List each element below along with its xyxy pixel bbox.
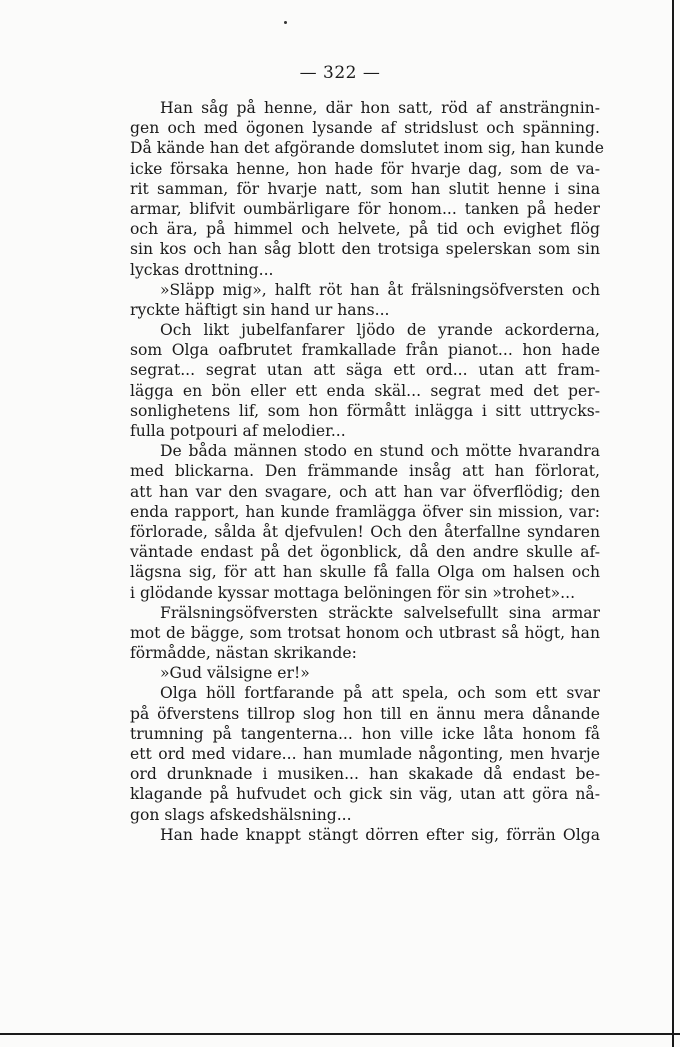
text-line: förmådde, nästan skrikande:	[130, 644, 357, 663]
text-line: ett ord med vidare... han mumlade någonting, men hvarje	[130, 745, 600, 763]
text-line: enda rapport, han kunde framlägga öfver sin mission, var:	[130, 502, 600, 521]
text-line: som Olga oafbrutet framkallade från pianot... hon hade	[130, 341, 600, 360]
text-line: Han såg på henne, där hon satt, röd af ansträngnin-	[160, 99, 600, 117]
text-line: »Släpp mig», halft röt han åt frälsningsöfversten och	[160, 280, 600, 299]
text-line: sonlighetens lif, som hon förmått inlägga i sitt uttrycks-	[130, 401, 600, 420]
text-line: Då kände han det afgörande domslutet inom sig, han kunde	[130, 139, 604, 158]
text-line: väntade endast på det ögonblick, då den andre skulle af-	[130, 543, 600, 562]
page-edge-bottom	[0, 1033, 680, 1035]
page-edge-right	[672, 0, 674, 1047]
text-line: lägga en bön eller ett enda skäl... segrat med det per-	[130, 381, 600, 400]
ink-speck	[284, 21, 287, 24]
text-line: Och likt jubelfanfarer ljödo de yrande ackorderna,	[160, 321, 600, 340]
text-line: lyckas drottning...	[130, 260, 274, 279]
text-line: De båda männen stodo en stund och mötte hvarandra	[160, 442, 600, 461]
page-number: — 322 —	[299, 63, 381, 83]
text-line: mot de bägge, som trotsat honom och utbrast så högt, han	[130, 623, 600, 642]
text-line: och ära, på himmel och helvete, på tid och evighet flög	[130, 220, 600, 239]
body-text	[130, 98, 604, 845]
text-line: Olga höll fortfarande på att spela, och som ett svar	[160, 684, 600, 703]
text-line: ord drunknade i musiken... han skakade då endast be-	[130, 765, 600, 784]
text-line: gen och med ögonen lysande af stridslust och spänning.	[130, 119, 600, 138]
text-line: trumning på tangenterna... hon ville icke låta honom få	[130, 724, 600, 743]
text-line: att han var den svagare, och att han var öfverflödig; den	[130, 482, 600, 501]
text-line: rit samman, för hvarje natt, som han slutit henne i sina	[130, 179, 600, 198]
text-line: Han hade knappt stängt dörren efter sig, förrän Olga	[160, 825, 600, 844]
text-line: armar, blifvit oumbärligare för honom... tanken på heder	[130, 199, 600, 218]
text-line: ryckte häftigt sin hand ur hans...	[130, 300, 390, 319]
text-line: segrat... segrat utan att säga ett ord... utan att fram-	[130, 361, 600, 380]
text-line: icke försaka henne, hon hade för hvarje dag, som de va-	[130, 159, 600, 178]
text-line: i glödande kyssar mottaga belöningen för sin »trohet»...	[130, 583, 576, 602]
text-line: Frälsningsöfversten sträckte salvelsefullt sina armar	[160, 603, 600, 622]
text-line: fulla potpouri af melodier...	[130, 422, 346, 440]
text-line: sin kos och han såg blott den trotsiga spelerskan som sin	[130, 240, 600, 259]
text-line: klagande på hufvudet och gick sin väg, utan att göra nå-	[130, 785, 600, 804]
text-line: »Gud välsigne er!»	[160, 664, 310, 683]
text-line: på öfverstens tillrop slog hon till en ännu mera dånande	[130, 704, 600, 723]
text-line: med blickarna. Den främmande insåg att han förlorat,	[130, 462, 600, 481]
text-line: förlorade, sålda åt djefvulen! Och den återfallne syndaren	[130, 522, 600, 541]
text-line: lägsna sig, för att han skulle få falla Olga om halsen och	[130, 563, 600, 582]
text-line: gon slags afskedshälsning...	[130, 805, 352, 824]
